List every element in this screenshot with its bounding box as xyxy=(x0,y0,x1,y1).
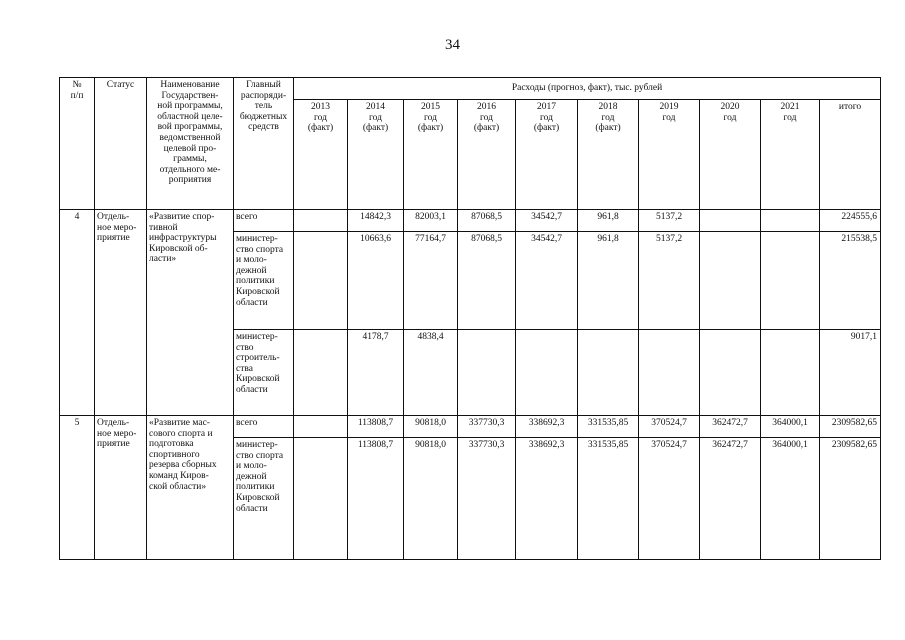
header-year: 2013 год (факт) xyxy=(294,100,348,210)
cell-value xyxy=(578,330,639,416)
header-year: 2018 год (факт) xyxy=(578,100,639,210)
header-year: 2015 год (факт) xyxy=(404,100,458,210)
header-year: 2016 год (факт) xyxy=(458,100,516,210)
row-number: 4 xyxy=(60,210,95,416)
cell-value: 90818,0 xyxy=(404,438,458,560)
row-budget-manager: министер- ство строитель- ства Кировской области xyxy=(234,330,294,416)
row-budget-manager: министер- ство спорта и моло- дежной политики Кировской области xyxy=(234,438,294,560)
cell-value xyxy=(761,232,820,330)
header-budget-manager: Главный распоряди- тель бюджетных средств xyxy=(234,78,294,210)
header-number: № п/п xyxy=(60,78,95,210)
header-total: итого xyxy=(820,100,881,210)
row-status: Отдель- ное меро- приятие xyxy=(95,210,147,416)
cell-value: 87068,5 xyxy=(458,210,516,232)
cell-total: 224555,6 xyxy=(820,210,881,232)
cell-value xyxy=(761,210,820,232)
cell-value: 337730,3 xyxy=(458,416,516,438)
cell-value: 961,8 xyxy=(578,210,639,232)
cell-value: 362472,7 xyxy=(700,438,761,560)
cell-value: 77164,7 xyxy=(404,232,458,330)
header-program-name: Наименование Государствен- ной программы, областной целе- вой программы, ведомственной целевой про- граммы, отдельного ме- роприятия xyxy=(147,78,234,210)
cell-value: 10663,6 xyxy=(348,232,404,330)
table-row xyxy=(60,416,881,438)
cell-value: 331535,85 xyxy=(578,438,639,560)
budget-table xyxy=(59,77,881,560)
row-number: 5 xyxy=(60,416,95,560)
cell-value xyxy=(294,438,348,560)
cell-value: 364000,1 xyxy=(761,416,820,438)
row-budget-manager: всего xyxy=(234,416,294,438)
cell-value: 14842,3 xyxy=(348,210,404,232)
cell-value: 87068,5 xyxy=(458,232,516,330)
cell-value: 370524,7 xyxy=(639,438,700,560)
cell-value xyxy=(639,330,700,416)
page-number: 34 xyxy=(445,37,460,53)
row-status: Отдель- ное меро- приятие xyxy=(95,416,147,560)
header-year: 2014 год (факт) xyxy=(348,100,404,210)
header-year: 2017 год (факт) xyxy=(516,100,578,210)
row-budget-manager: министер- ство спорта и моло- дежной политики Кировской области xyxy=(234,232,294,330)
cell-total: 215538,5 xyxy=(820,232,881,330)
cell-value: 338692,3 xyxy=(516,416,578,438)
cell-value xyxy=(294,232,348,330)
cell-value xyxy=(516,330,578,416)
cell-value: 5137,2 xyxy=(639,210,700,232)
cell-value xyxy=(294,330,348,416)
cell-value xyxy=(294,210,348,232)
cell-value xyxy=(294,416,348,438)
cell-value: 113808,7 xyxy=(348,416,404,438)
cell-value: 4838,4 xyxy=(404,330,458,416)
cell-value: 370524,7 xyxy=(639,416,700,438)
cell-value: 338692,3 xyxy=(516,438,578,560)
header-year: 2019 год xyxy=(639,100,700,210)
row-program-name: «Развитие мас- сового спорта и подготовка спортивного резерва сборных команд Киров- ской области» xyxy=(147,416,234,560)
cell-value xyxy=(700,232,761,330)
cell-total: 2309582,65 xyxy=(820,416,881,438)
cell-total: 2309582,65 xyxy=(820,438,881,560)
header-expenses: Расходы (прогноз, факт), тыс. рублей xyxy=(294,78,881,100)
header-status: Статус xyxy=(95,78,147,210)
cell-total: 9017,1 xyxy=(820,330,881,416)
cell-value: 90818,0 xyxy=(404,416,458,438)
cell-value xyxy=(700,330,761,416)
cell-value: 337730,3 xyxy=(458,438,516,560)
cell-value: 34542,7 xyxy=(516,210,578,232)
cell-value xyxy=(700,210,761,232)
cell-value: 34542,7 xyxy=(516,232,578,330)
cell-value: 113808,7 xyxy=(348,438,404,560)
cell-value: 961,8 xyxy=(578,232,639,330)
cell-value xyxy=(458,330,516,416)
table-row xyxy=(60,210,881,232)
cell-value: 4178,7 xyxy=(348,330,404,416)
cell-value: 82003,1 xyxy=(404,210,458,232)
row-program-name: «Развитие спор- тивной инфраструктуры Кировской об- ласти» xyxy=(147,210,234,416)
header-year: 2021 год xyxy=(761,100,820,210)
row-budget-manager: всего xyxy=(234,210,294,232)
cell-value: 364000,1 xyxy=(761,438,820,560)
cell-value: 362472,7 xyxy=(700,416,761,438)
cell-value: 331535,85 xyxy=(578,416,639,438)
header-year: 2020 год xyxy=(700,100,761,210)
cell-value xyxy=(761,330,820,416)
cell-value: 5137,2 xyxy=(639,232,700,330)
